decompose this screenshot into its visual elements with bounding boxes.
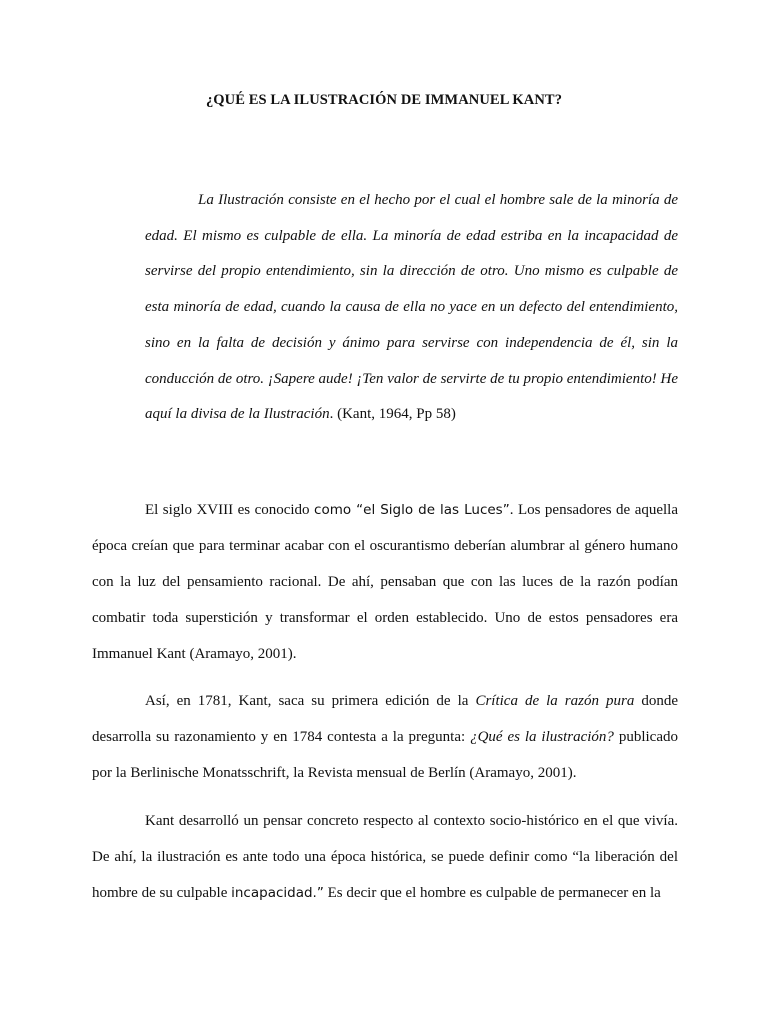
paragraph3-text-a: Kant desarrolló un pensar concreto respecto al contexto socio-histórico en el que vivía. De ahí, la ilustración es ante todo una época histórica, se puede definir como “la liberación del hombre de su culpable (92, 813, 678, 901)
paragraph1-text-b: como “el Siglo de las Luces” (314, 502, 510, 518)
paragraph2-italic-critica: Crítica de la razón pura (475, 693, 635, 709)
document-title: ¿QUÉ ES LA ILUSTRACIÓN DE IMMANUEL KANT? (205, 92, 563, 108)
paragraph2-text-a: Así, en 1781, Kant, saca su primera edición de la (145, 693, 476, 709)
quote-italic-text: La Ilustración consiste en el hecho por el cual el hombre sale de la minoría de edad. El mismo es culpable de ella. La minoría de edad estriba en la incapacidad de servirse del propio entendimiento, sin la dirección de otro. Uno mismo es culpable de esta minoría de edad, cuando la causa de ella no yace en un defecto del entendimiento, sino en la falta de decisión y ánimo para servirse con independencia de él, sin la conducción de otro. ¡Sapere aude! ¡Ten valor de servirte de tu propio entendimiento! He aquí la divisa de la Ilustración (145, 192, 678, 423)
paragraph-kant-pensar (92, 803, 678, 911)
paragraph2-text-b: donde desarrolla su razonamiento y en 1784 contesta a la pregunta: (92, 693, 678, 745)
paragraph-critica (92, 683, 678, 791)
quote-citation: . (Kant, 1964, Pp 58) (329, 406, 456, 423)
paragraph2-text-c: publicado por la Berlinische Monatsschrift, la Revista mensual de Berlín (Aramayo, 2001). (92, 729, 678, 781)
paragraph1-text-a: El siglo XVIII es conocido (145, 502, 315, 518)
paragraph1-text-c: . Los pensadores de aquella época creían que para terminar acabar con el oscurantismo deberían alumbrar al género humano con la luz del pensamiento racional. De ahí, pensaban que con las luces de la razón podían combatir toda superstición y transformar el orden establecido. Uno de estos pensadores era Immanuel Kant (Aramayo, 2001). (92, 502, 678, 662)
block-quote (145, 183, 678, 433)
paragraph-siglo-xviii (92, 492, 678, 672)
paragraph2-italic-question: ¿Qué es la ilustración? (470, 729, 614, 745)
paragraph3-text-b: incapacidad.” (231, 885, 324, 901)
paragraph3-text-c: Es decir que el hombre es culpable de permanecer en la (323, 885, 661, 901)
